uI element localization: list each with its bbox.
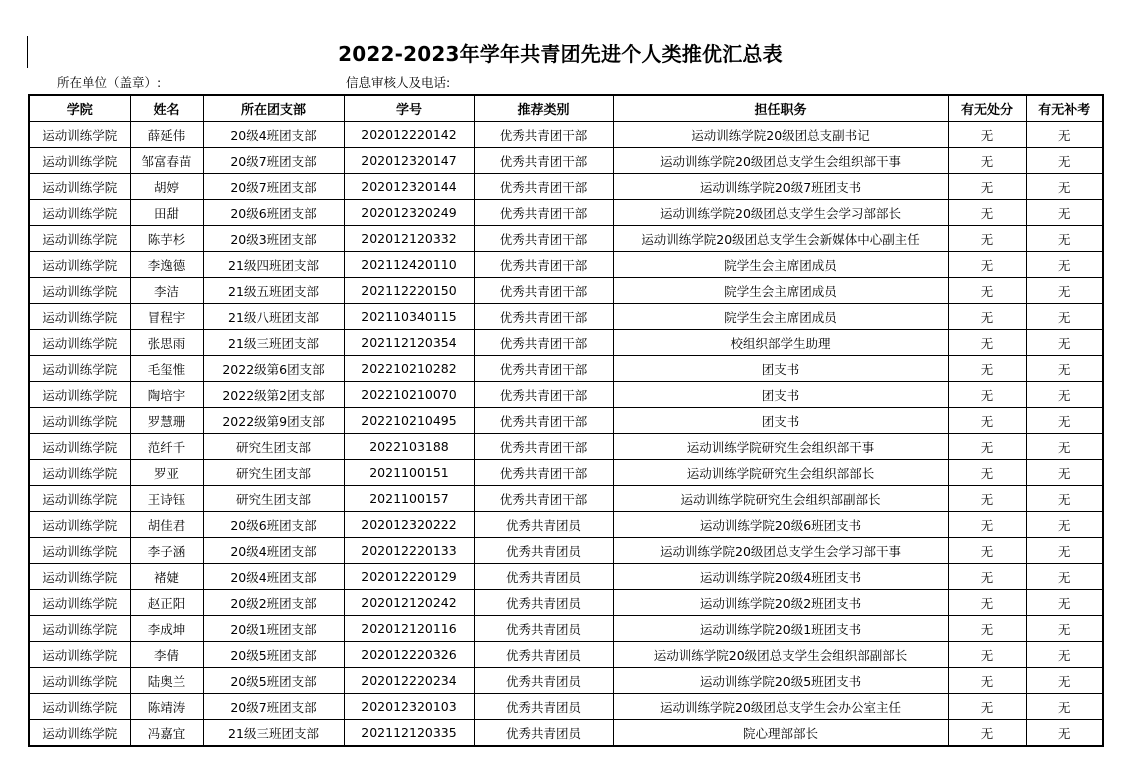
- college-cell: 运动训练学院: [29, 122, 130, 148]
- category-cell: 优秀共青团干部: [474, 304, 613, 330]
- table-row: [29, 200, 1103, 226]
- makeup-exam-cell: 无: [1026, 382, 1103, 408]
- table-row: [29, 148, 1103, 174]
- table-row: [29, 642, 1103, 668]
- header-student-id: 学号: [344, 95, 474, 122]
- table-row: [29, 122, 1103, 148]
- branch-cell: 20级1班团支部: [203, 616, 344, 642]
- discipline-cell: 无: [948, 538, 1026, 564]
- category-cell: 优秀共青团干部: [474, 408, 613, 434]
- branch-cell: 2022级第9团支部: [203, 408, 344, 434]
- branch-cell: 20级6班团支部: [203, 200, 344, 226]
- makeup-exam-cell: 无: [1026, 356, 1103, 382]
- table-row: [29, 590, 1103, 616]
- student-id-cell: 2022103188: [344, 434, 474, 460]
- table-row: [29, 460, 1103, 486]
- name-cell: 王诗钰: [130, 486, 203, 512]
- discipline-cell: 无: [948, 668, 1026, 694]
- discipline-cell: 无: [948, 330, 1026, 356]
- college-cell: 运动训练学院: [29, 174, 130, 200]
- recommendation-table: [28, 94, 1104, 747]
- college-cell: 运动训练学院: [29, 408, 130, 434]
- position-cell: 运动训练学院20级团总支学生会学习部部长: [613, 200, 948, 226]
- discipline-cell: 无: [948, 252, 1026, 278]
- student-id-cell: 202012120242: [344, 590, 474, 616]
- student-id-cell: 202012320147: [344, 148, 474, 174]
- category-cell: 优秀共青团干部: [474, 460, 613, 486]
- category-cell: 优秀共青团员: [474, 668, 613, 694]
- discipline-cell: 无: [948, 434, 1026, 460]
- category-cell: 优秀共青团员: [474, 538, 613, 564]
- page-title: 2022-2023年学年共青团先进个人类推优汇总表: [338, 42, 783, 66]
- branch-cell: 研究生团支部: [203, 434, 344, 460]
- branch-cell: 2022级第6团支部: [203, 356, 344, 382]
- position-cell: 院心理部部长: [613, 720, 948, 747]
- student-id-cell: 202012220129: [344, 564, 474, 590]
- discipline-cell: 无: [948, 408, 1026, 434]
- student-id-cell: 202110340115: [344, 304, 474, 330]
- student-id-cell: 202210210495: [344, 408, 474, 434]
- discipline-cell: 无: [948, 512, 1026, 538]
- position-cell: 团支书: [613, 382, 948, 408]
- table-row: [29, 720, 1103, 747]
- branch-cell: 20级4班团支部: [203, 564, 344, 590]
- header-college: 学院: [29, 95, 130, 122]
- category-cell: 优秀共青团干部: [474, 278, 613, 304]
- name-cell: 胡婷: [130, 174, 203, 200]
- category-cell: 优秀共青团干部: [474, 434, 613, 460]
- discipline-cell: 无: [948, 226, 1026, 252]
- student-id-cell: 202012320249: [344, 200, 474, 226]
- table-row: [29, 356, 1103, 382]
- discipline-cell: 无: [948, 382, 1026, 408]
- table-row: [29, 538, 1103, 564]
- name-cell: 张思雨: [130, 330, 203, 356]
- table-row: [29, 330, 1103, 356]
- category-cell: 优秀共青团干部: [474, 122, 613, 148]
- student-id-cell: 202012320144: [344, 174, 474, 200]
- makeup-exam-cell: 无: [1026, 408, 1103, 434]
- position-cell: 院学生会主席团成员: [613, 252, 948, 278]
- position-cell: 运动训练学院20级团总支学生会组织部干事: [613, 148, 948, 174]
- table-body: [29, 122, 1103, 747]
- name-cell: 陈芋杉: [130, 226, 203, 252]
- position-cell: 运动训练学院20级4班团支书: [613, 564, 948, 590]
- position-cell: 运动训练学院20级1班团支书: [613, 616, 948, 642]
- college-cell: 运动训练学院: [29, 590, 130, 616]
- table-row: [29, 226, 1103, 252]
- category-cell: 优秀共青团员: [474, 564, 613, 590]
- branch-cell: 20级4班团支部: [203, 538, 344, 564]
- branch-cell: 研究生团支部: [203, 460, 344, 486]
- branch-cell: 21级四班团支部: [203, 252, 344, 278]
- branch-cell: 21级三班团支部: [203, 330, 344, 356]
- branch-cell: 20级2班团支部: [203, 590, 344, 616]
- student-id-cell: 202012220133: [344, 538, 474, 564]
- table-row: [29, 564, 1103, 590]
- unit-label: 所在单位（盖章）:: [57, 75, 162, 90]
- name-cell: 胡佳君: [130, 512, 203, 538]
- name-cell: 毛玺惟: [130, 356, 203, 382]
- college-cell: 运动训练学院: [29, 460, 130, 486]
- name-cell: 罗慧珊: [130, 408, 203, 434]
- category-cell: 优秀共青团员: [474, 512, 613, 538]
- branch-cell: 21级八班团支部: [203, 304, 344, 330]
- name-cell: 李子涵: [130, 538, 203, 564]
- name-cell: 冯嘉宜: [130, 720, 203, 747]
- position-cell: 团支书: [613, 356, 948, 382]
- makeup-exam-cell: 无: [1026, 174, 1103, 200]
- name-cell: 薛延伟: [130, 122, 203, 148]
- discipline-cell: 无: [948, 356, 1026, 382]
- makeup-exam-cell: 无: [1026, 148, 1103, 174]
- position-cell: 运动训练学院20级7班团支书: [613, 174, 948, 200]
- category-cell: 优秀共青团干部: [474, 330, 613, 356]
- table-row: [29, 408, 1103, 434]
- college-cell: 运动训练学院: [29, 642, 130, 668]
- college-cell: 运动训练学院: [29, 382, 130, 408]
- category-cell: 优秀共青团干部: [474, 200, 613, 226]
- name-cell: 褚婕: [130, 564, 203, 590]
- discipline-cell: 无: [948, 694, 1026, 720]
- branch-cell: 20级3班团支部: [203, 226, 344, 252]
- student-id-cell: 202012320103: [344, 694, 474, 720]
- makeup-exam-cell: 无: [1026, 200, 1103, 226]
- position-cell: 运动训练学院研究生会组织部干事: [613, 434, 948, 460]
- branch-cell: 研究生团支部: [203, 486, 344, 512]
- discipline-cell: 无: [948, 564, 1026, 590]
- position-cell: 校组织部学生助理: [613, 330, 948, 356]
- college-cell: 运动训练学院: [29, 538, 130, 564]
- makeup-exam-cell: 无: [1026, 694, 1103, 720]
- category-cell: 优秀共青团干部: [474, 486, 613, 512]
- position-cell: 运动训练学院20级团总支副书记: [613, 122, 948, 148]
- category-cell: 优秀共青团干部: [474, 382, 613, 408]
- branch-cell: 21级五班团支部: [203, 278, 344, 304]
- category-cell: 优秀共青团干部: [474, 148, 613, 174]
- college-cell: 运动训练学院: [29, 252, 130, 278]
- student-id-cell: 202012220234: [344, 668, 474, 694]
- college-cell: 运动训练学院: [29, 694, 130, 720]
- name-cell: 陶培宇: [130, 382, 203, 408]
- position-cell: 运动训练学院研究生会组织部副部长: [613, 486, 948, 512]
- category-cell: 优秀共青团干部: [474, 174, 613, 200]
- college-cell: 运动训练学院: [29, 512, 130, 538]
- header-makeup-exam: 有无补考: [1026, 95, 1103, 122]
- category-cell: 优秀共青团员: [474, 694, 613, 720]
- header-discipline: 有无处分: [948, 95, 1026, 122]
- discipline-cell: 无: [948, 304, 1026, 330]
- discipline-cell: 无: [948, 174, 1026, 200]
- college-cell: 运动训练学院: [29, 616, 130, 642]
- makeup-exam-cell: 无: [1026, 642, 1103, 668]
- discipline-cell: 无: [948, 616, 1026, 642]
- makeup-exam-cell: 无: [1026, 304, 1103, 330]
- name-cell: 罗亚: [130, 460, 203, 486]
- table-header-row: [29, 95, 1103, 122]
- student-id-cell: 2021100157: [344, 486, 474, 512]
- position-cell: 运动训练学院20级团总支学生会组织部副部长: [613, 642, 948, 668]
- name-cell: 陈靖涛: [130, 694, 203, 720]
- branch-cell: 2022级第2团支部: [203, 382, 344, 408]
- discipline-cell: 无: [948, 642, 1026, 668]
- discipline-cell: 无: [948, 148, 1026, 174]
- student-id-cell: 202112120335: [344, 720, 474, 747]
- category-cell: 优秀共青团员: [474, 720, 613, 747]
- student-id-cell: 202012120116: [344, 616, 474, 642]
- discipline-cell: 无: [948, 278, 1026, 304]
- makeup-exam-cell: 无: [1026, 512, 1103, 538]
- table-row: [29, 512, 1103, 538]
- name-cell: 李成坤: [130, 616, 203, 642]
- position-cell: 运动训练学院研究生会组织部部长: [613, 460, 948, 486]
- header-category: 推荐类别: [474, 95, 613, 122]
- category-cell: 优秀共青团干部: [474, 252, 613, 278]
- student-id-cell: 202112120354: [344, 330, 474, 356]
- student-id-cell: 202112420110: [344, 252, 474, 278]
- makeup-exam-cell: 无: [1026, 278, 1103, 304]
- makeup-exam-cell: 无: [1026, 668, 1103, 694]
- college-cell: 运动训练学院: [29, 720, 130, 747]
- college-cell: 运动训练学院: [29, 356, 130, 382]
- student-id-cell: 202012320222: [344, 512, 474, 538]
- student-id-cell: 202012220142: [344, 122, 474, 148]
- makeup-exam-cell: 无: [1026, 590, 1103, 616]
- name-cell: 邹富春苗: [130, 148, 203, 174]
- college-cell: 运动训练学院: [29, 564, 130, 590]
- discipline-cell: 无: [948, 720, 1026, 747]
- student-id-cell: 202012120332: [344, 226, 474, 252]
- position-cell: 运动训练学院20级5班团支书: [613, 668, 948, 694]
- branch-cell: 21级三班团支部: [203, 720, 344, 747]
- branch-cell: 20级7班团支部: [203, 694, 344, 720]
- table-row: [29, 304, 1103, 330]
- discipline-cell: 无: [948, 122, 1026, 148]
- discipline-cell: 无: [948, 460, 1026, 486]
- makeup-exam-cell: 无: [1026, 330, 1103, 356]
- student-id-cell: 2021100151: [344, 460, 474, 486]
- category-cell: 优秀共青团干部: [474, 356, 613, 382]
- name-cell: 冒程宇: [130, 304, 203, 330]
- student-id-cell: 202012220326: [344, 642, 474, 668]
- makeup-exam-cell: 无: [1026, 252, 1103, 278]
- header-branch: 所在团支部: [203, 95, 344, 122]
- category-cell: 优秀共青团员: [474, 642, 613, 668]
- reviewer-label: 信息审核人及电话:: [346, 75, 451, 90]
- category-cell: 优秀共青团员: [474, 616, 613, 642]
- table-row: [29, 694, 1103, 720]
- college-cell: 运动训练学院: [29, 200, 130, 226]
- table-row: [29, 382, 1103, 408]
- table-row: [29, 616, 1103, 642]
- table-row: [29, 252, 1103, 278]
- makeup-exam-cell: 无: [1026, 616, 1103, 642]
- makeup-exam-cell: 无: [1026, 538, 1103, 564]
- table-row: [29, 434, 1103, 460]
- discipline-cell: 无: [948, 200, 1026, 226]
- position-cell: 运动训练学院20级团总支学生会新媒体中心副主任: [613, 226, 948, 252]
- branch-cell: 20级7班团支部: [203, 148, 344, 174]
- college-cell: 运动训练学院: [29, 304, 130, 330]
- position-cell: 院学生会主席团成员: [613, 304, 948, 330]
- name-cell: 陆奥兰: [130, 668, 203, 694]
- table-row: [29, 668, 1103, 694]
- college-cell: 运动训练学院: [29, 148, 130, 174]
- makeup-exam-cell: 无: [1026, 122, 1103, 148]
- discipline-cell: 无: [948, 486, 1026, 512]
- position-cell: 院学生会主席团成员: [613, 278, 948, 304]
- category-cell: 优秀共青团干部: [474, 226, 613, 252]
- name-cell: 李逸德: [130, 252, 203, 278]
- table-row: [29, 486, 1103, 512]
- name-cell: 赵正阳: [130, 590, 203, 616]
- table-row: [29, 278, 1103, 304]
- position-cell: 运动训练学院20级团总支学生会学习部干事: [613, 538, 948, 564]
- makeup-exam-cell: 无: [1026, 226, 1103, 252]
- name-cell: 范纤千: [130, 434, 203, 460]
- makeup-exam-cell: 无: [1026, 460, 1103, 486]
- makeup-exam-cell: 无: [1026, 564, 1103, 590]
- makeup-exam-cell: 无: [1026, 434, 1103, 460]
- student-id-cell: 202210210282: [344, 356, 474, 382]
- name-cell: 田甜: [130, 200, 203, 226]
- header-position: 担任职务: [613, 95, 948, 122]
- makeup-exam-cell: 无: [1026, 486, 1103, 512]
- table-row: [29, 174, 1103, 200]
- college-cell: 运动训练学院: [29, 668, 130, 694]
- position-cell: 运动训练学院20级团总支学生会办公室主任: [613, 694, 948, 720]
- name-cell: 李倩: [130, 642, 203, 668]
- branch-cell: 20级5班团支部: [203, 668, 344, 694]
- college-cell: 运动训练学院: [29, 226, 130, 252]
- college-cell: 运动训练学院: [29, 434, 130, 460]
- branch-cell: 20级6班团支部: [203, 512, 344, 538]
- position-cell: 运动训练学院20级2班团支书: [613, 590, 948, 616]
- branch-cell: 20级7班团支部: [203, 174, 344, 200]
- college-cell: 运动训练学院: [29, 278, 130, 304]
- discipline-cell: 无: [948, 590, 1026, 616]
- branch-cell: 20级5班团支部: [203, 642, 344, 668]
- makeup-exam-cell: 无: [1026, 720, 1103, 747]
- branch-cell: 20级4班团支部: [203, 122, 344, 148]
- name-cell: 李洁: [130, 278, 203, 304]
- header-name: 姓名: [130, 95, 203, 122]
- position-cell: 运动训练学院20级6班团支书: [613, 512, 948, 538]
- college-cell: 运动训练学院: [29, 486, 130, 512]
- student-id-cell: 202210210070: [344, 382, 474, 408]
- student-id-cell: 202112220150: [344, 278, 474, 304]
- college-cell: 运动训练学院: [29, 330, 130, 356]
- position-cell: 团支书: [613, 408, 948, 434]
- category-cell: 优秀共青团员: [474, 590, 613, 616]
